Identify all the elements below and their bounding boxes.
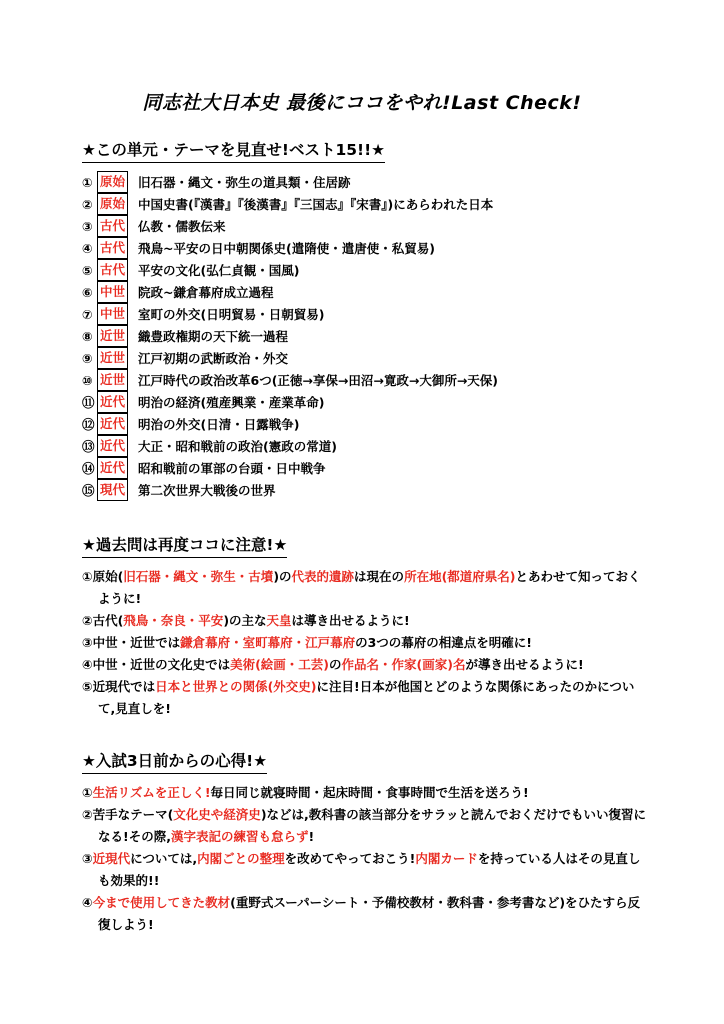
- topic-text: 仏教・儒教伝来: [138, 219, 226, 234]
- highlight-text: 旧石器・縄文・弥生・古墳: [123, 569, 274, 584]
- list-item: [82, 369, 498, 391]
- item-number: ⑮: [82, 483, 95, 498]
- topic-text: 飛鳥~平安の日中朝関係史(遣隋使・遣唐使・私貿易): [138, 241, 435, 256]
- list-item: [82, 457, 326, 479]
- item-number: ④: [82, 240, 93, 256]
- note-text: !: [308, 829, 315, 844]
- note-item: [82, 892, 648, 936]
- era-tag: 古代: [97, 237, 128, 259]
- note-text: ②苦手なテーマ(: [82, 807, 174, 822]
- era-tag: 近代: [97, 413, 128, 435]
- item-number: ②: [82, 196, 93, 212]
- item-number: ⑫: [82, 417, 95, 432]
- item-number: ③: [82, 218, 93, 234]
- note-item: [82, 610, 648, 632]
- note-text: )の: [273, 569, 292, 584]
- section2-heading: ★過去問は再度ココに注意!★: [82, 533, 287, 558]
- list-item: [82, 215, 226, 237]
- topic-text: 明治の経済(殖産興業・産業革命): [138, 395, 325, 410]
- list-item: [82, 347, 288, 369]
- highlight-text: 美術(絵画・工芸): [230, 657, 330, 672]
- topic-text: 江戸時代の政治改革6つ(正徳→享保→田沼→寛政→大御所→天保): [138, 373, 499, 388]
- note-item: [82, 676, 648, 720]
- item-number: ⑭: [82, 461, 95, 476]
- note-text: ①原始(: [82, 569, 124, 584]
- note-text: の3つの幕府の相違点を明確に!: [355, 635, 533, 650]
- highlight-text: 今まで使用してきた教材: [92, 895, 231, 910]
- highlight-text: 内閣カード: [415, 851, 478, 866]
- item-number: ⑥: [82, 284, 93, 300]
- highlight-text: 文化史や経済史: [173, 807, 261, 822]
- note-text: は導き出せるように!: [291, 613, 410, 628]
- topic-text: 明治の外交(日清・日露戦争): [138, 417, 300, 432]
- era-tag: 現代: [97, 479, 128, 501]
- note-item: [82, 566, 648, 610]
- highlight-text: 日本と世界との関係(外交史): [155, 679, 317, 694]
- list-item: [82, 237, 435, 259]
- highlight-text: 天皇: [266, 613, 292, 628]
- item-number: ⑪: [82, 395, 95, 410]
- highlight-text: 内閣ごとの整理: [197, 851, 285, 866]
- section1-heading: ★この単元・テーマを見直せ!ベスト15!!★: [82, 138, 385, 163]
- list-item: [82, 435, 337, 457]
- era-tag: 近世: [97, 369, 128, 391]
- item-number: ⑤: [82, 262, 93, 278]
- note-text: (重野式スーパーシート・予備校教材・教科書・参考書など)をひたすら反復しよう!: [98, 895, 641, 932]
- note-text: ④中世・近世の文化史では: [82, 657, 231, 672]
- note-text: の: [329, 657, 342, 672]
- item-number: ①: [82, 174, 93, 190]
- note-text: ③: [82, 851, 93, 866]
- note-item: [82, 654, 648, 676]
- list-item: [82, 479, 276, 501]
- era-tag: 近代: [97, 391, 128, 413]
- topic-text: 織豊政権期の天下統一過程: [138, 329, 289, 344]
- highlight-text: 代表的遺跡: [291, 569, 355, 584]
- list-item: [82, 259, 299, 281]
- item-number: ⑦: [82, 306, 93, 322]
- era-tag: 近世: [97, 325, 128, 347]
- list-item: [82, 171, 351, 193]
- page-title: 同志社大日本史 最後にココをやれ!Last Check!: [142, 92, 582, 114]
- highlight-text: 近現代: [92, 851, 131, 866]
- item-number: ⑧: [82, 328, 93, 344]
- list-item: [82, 281, 274, 303]
- item-number: ⑨: [82, 350, 93, 366]
- note-item: [82, 804, 648, 848]
- note-text: ④: [82, 895, 93, 910]
- topic-text: 旧石器・縄文・弥生の道具類・住居跡: [138, 175, 351, 190]
- note-text: )の主な: [223, 613, 267, 628]
- highlight-text: 作品名・作家(画家)名: [341, 657, 466, 672]
- list-item: [82, 193, 493, 215]
- topic-text: 大正・昭和戦前の政治(憲政の常道): [138, 439, 337, 454]
- note-text: ③中世・近世では: [82, 635, 181, 650]
- note-text: ⑤近現代では: [82, 679, 156, 694]
- era-tag: 中世: [97, 281, 128, 303]
- era-tag: 近代: [97, 435, 128, 457]
- topic-text: 中国史書(『漢書』『後漢書』『三国志』『宋書』)にあらわれた日本: [138, 197, 494, 212]
- note-text: )などは,教科書の該当部分をサラッと読んでおくだけでもいい復習になる!その際,: [98, 807, 647, 844]
- note-text: に注目!日本が他国とどのような関係にあったのかについて,見直しを!: [98, 679, 635, 716]
- note-text: については,: [130, 851, 198, 866]
- note-item: [82, 848, 648, 892]
- topic-text: 昭和戦前の軍部の台頭・日中戦争: [138, 461, 326, 476]
- note-text: を改めてやっておこう!: [284, 851, 416, 866]
- item-number: ⑩: [82, 372, 93, 388]
- list-item: [82, 413, 299, 435]
- era-tag: 原始: [97, 171, 128, 193]
- era-tag: 近世: [97, 347, 128, 369]
- list-item: [82, 325, 288, 347]
- note-text: 毎日同じ就寝時間・起床時間・食事時間で生活を送ろう!: [210, 785, 529, 800]
- list-item: [82, 303, 324, 325]
- list-item: [82, 391, 324, 413]
- topic-text: 江戸初期の武断政治・外交: [138, 351, 289, 366]
- note-text: は現在の: [354, 569, 405, 584]
- note-item: [82, 632, 648, 654]
- topic-text: 第二次世界大戦後の世界: [138, 483, 276, 498]
- highlight-text: 鎌倉幕府・室町幕府・江戸幕府: [180, 635, 356, 650]
- highlight-text: 所在地(都道府県名): [404, 569, 516, 584]
- note-text: とあわせて知っておくように!: [98, 569, 641, 606]
- era-tag: 古代: [97, 259, 128, 281]
- item-number: ⑬: [82, 439, 95, 454]
- era-tag: 近代: [97, 457, 128, 479]
- note-text: ①: [82, 785, 93, 800]
- topic-text: 室町の外交(日明貿易・日朝貿易): [138, 307, 325, 322]
- topic-text: 院政~鎌倉幕府成立過程: [138, 285, 274, 300]
- note-text: が導き出せるように!: [465, 657, 584, 672]
- highlight-text: 飛鳥・奈良・平安: [123, 613, 224, 628]
- section3-heading: ★入試3日前からの心得!★: [82, 749, 267, 774]
- era-tag: 中世: [97, 303, 128, 325]
- highlight-text: 生活リズムを正しく!: [92, 785, 211, 800]
- era-tag: 原始: [97, 193, 128, 215]
- note-text: ②古代(: [82, 613, 124, 628]
- topic-text: 平安の文化(弘仁貞観・国風): [138, 263, 300, 278]
- era-tag: 古代: [97, 215, 128, 237]
- note-item: [82, 782, 648, 804]
- note-text: を持っている人はその見直しも効果的!!: [98, 851, 641, 888]
- highlight-text: 漢字表記の練習も怠らず: [170, 829, 309, 844]
